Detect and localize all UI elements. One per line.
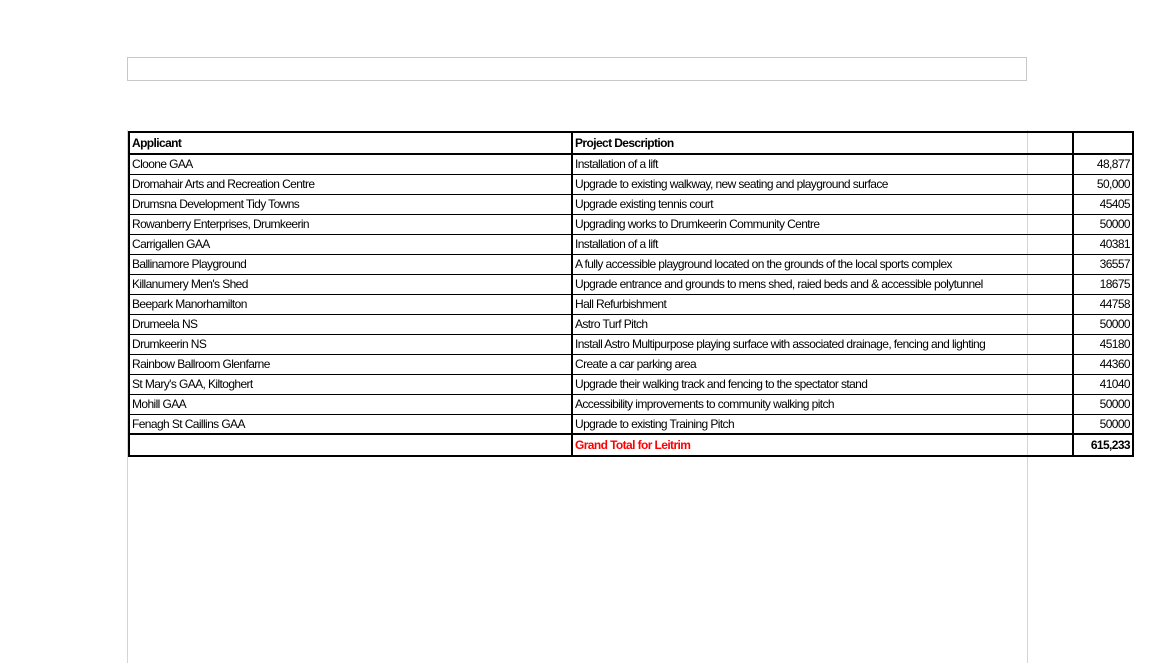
cell-amount: 45405 — [1073, 194, 1133, 214]
cell-project: Hall Refurbishment — [572, 294, 1073, 314]
cell-amount: 40381 — [1073, 234, 1133, 254]
grand-total-row — [129, 434, 1133, 456]
table-row — [129, 414, 1133, 434]
header-amount — [1073, 132, 1133, 154]
cell-amount: 50000 — [1073, 314, 1133, 334]
table-row — [129, 174, 1133, 194]
cell-amount: 50000 — [1073, 214, 1133, 234]
cell-project: Astro Turf Pitch — [572, 314, 1073, 334]
cell-amount: 36557 — [1073, 254, 1133, 274]
table-row — [129, 374, 1133, 394]
table-row — [129, 394, 1133, 414]
cell-project: Install Astro Multipurpose playing surface with associated drainage, fencing and lighting — [572, 334, 1073, 354]
grand-total-amount: 615,233 — [1073, 434, 1133, 456]
cell-project: Upgrade existing tennis court — [572, 194, 1073, 214]
cell-project: Upgrade their walking track and fencing to the spectator stand — [572, 374, 1073, 394]
cell-applicant: Drumeela NS — [129, 314, 572, 334]
cell-project: Installation of a lift — [572, 154, 1073, 174]
cell-project: Upgrade to existing walkway, new seating and playground surface — [572, 174, 1073, 194]
cell-amount: 45180 — [1073, 334, 1133, 354]
cell-applicant: Rowanberry Enterprises, Drumkeerin — [129, 214, 572, 234]
table-row — [129, 314, 1133, 334]
table-header-row — [129, 132, 1133, 154]
cell-applicant: St Mary's GAA, Kiltoghert — [129, 374, 572, 394]
header-applicant: Applicant — [129, 132, 572, 154]
total-empty-cell — [129, 434, 572, 456]
cell-applicant: Mohill GAA — [129, 394, 572, 414]
table-row — [129, 334, 1133, 354]
cell-applicant: Dromahair Arts and Recreation Centre — [129, 174, 572, 194]
cell-project: Installation of a lift — [572, 234, 1073, 254]
cell-applicant: Cloone GAA — [129, 154, 572, 174]
cell-applicant: Beepark Manorhamilton — [129, 294, 572, 314]
cell-amount: 18675 — [1073, 274, 1133, 294]
cell-amount: 50000 — [1073, 394, 1133, 414]
cell-applicant: Carrigallen GAA — [129, 234, 572, 254]
cell-amount: 50000 — [1073, 414, 1133, 434]
cell-applicant: Ballinamore Playground — [129, 254, 572, 274]
table-row — [129, 234, 1133, 254]
cell-project: Upgrade entrance and grounds to mens shed, raied beds and & accessible polytunnel — [572, 274, 1073, 294]
cell-project: A fully accessible playground located on the grounds of the local sports complex — [572, 254, 1073, 274]
cell-amount: 41040 — [1073, 374, 1133, 394]
cell-amount: 44758 — [1073, 294, 1133, 314]
cell-project: Create a car parking area — [572, 354, 1073, 374]
cell-amount: 48,877 — [1073, 154, 1133, 174]
table-row — [129, 194, 1133, 214]
cell-applicant: Killanumery Men's Shed — [129, 274, 572, 294]
table-row — [129, 214, 1133, 234]
table-row — [129, 154, 1133, 174]
table-row — [129, 354, 1133, 374]
table-row — [129, 274, 1133, 294]
cell-amount: 44360 — [1073, 354, 1133, 374]
cell-project: Accessibility improvements to community walking pitch — [572, 394, 1073, 414]
grants-table — [128, 131, 1134, 457]
table-row — [129, 254, 1133, 274]
cell-applicant: Drumsna Development Tidy Towns — [129, 194, 572, 214]
table-row — [129, 294, 1133, 314]
cell-applicant: Rainbow Ballroom Glenfarne — [129, 354, 572, 374]
cell-project: Upgrade to existing Training Pitch — [572, 414, 1073, 434]
cell-applicant: Drumkeerin NS — [129, 334, 572, 354]
cell-project: Upgrading works to Drumkeerin Community Centre — [572, 214, 1073, 234]
grand-total-label: Grand Total for Leitrim — [572, 434, 1073, 456]
cell-amount: 50,000 — [1073, 174, 1133, 194]
header-project-description: Project Description — [572, 132, 1073, 154]
header-text-box — [127, 57, 1027, 81]
cell-applicant: Fenagh St Caillins GAA — [129, 414, 572, 434]
